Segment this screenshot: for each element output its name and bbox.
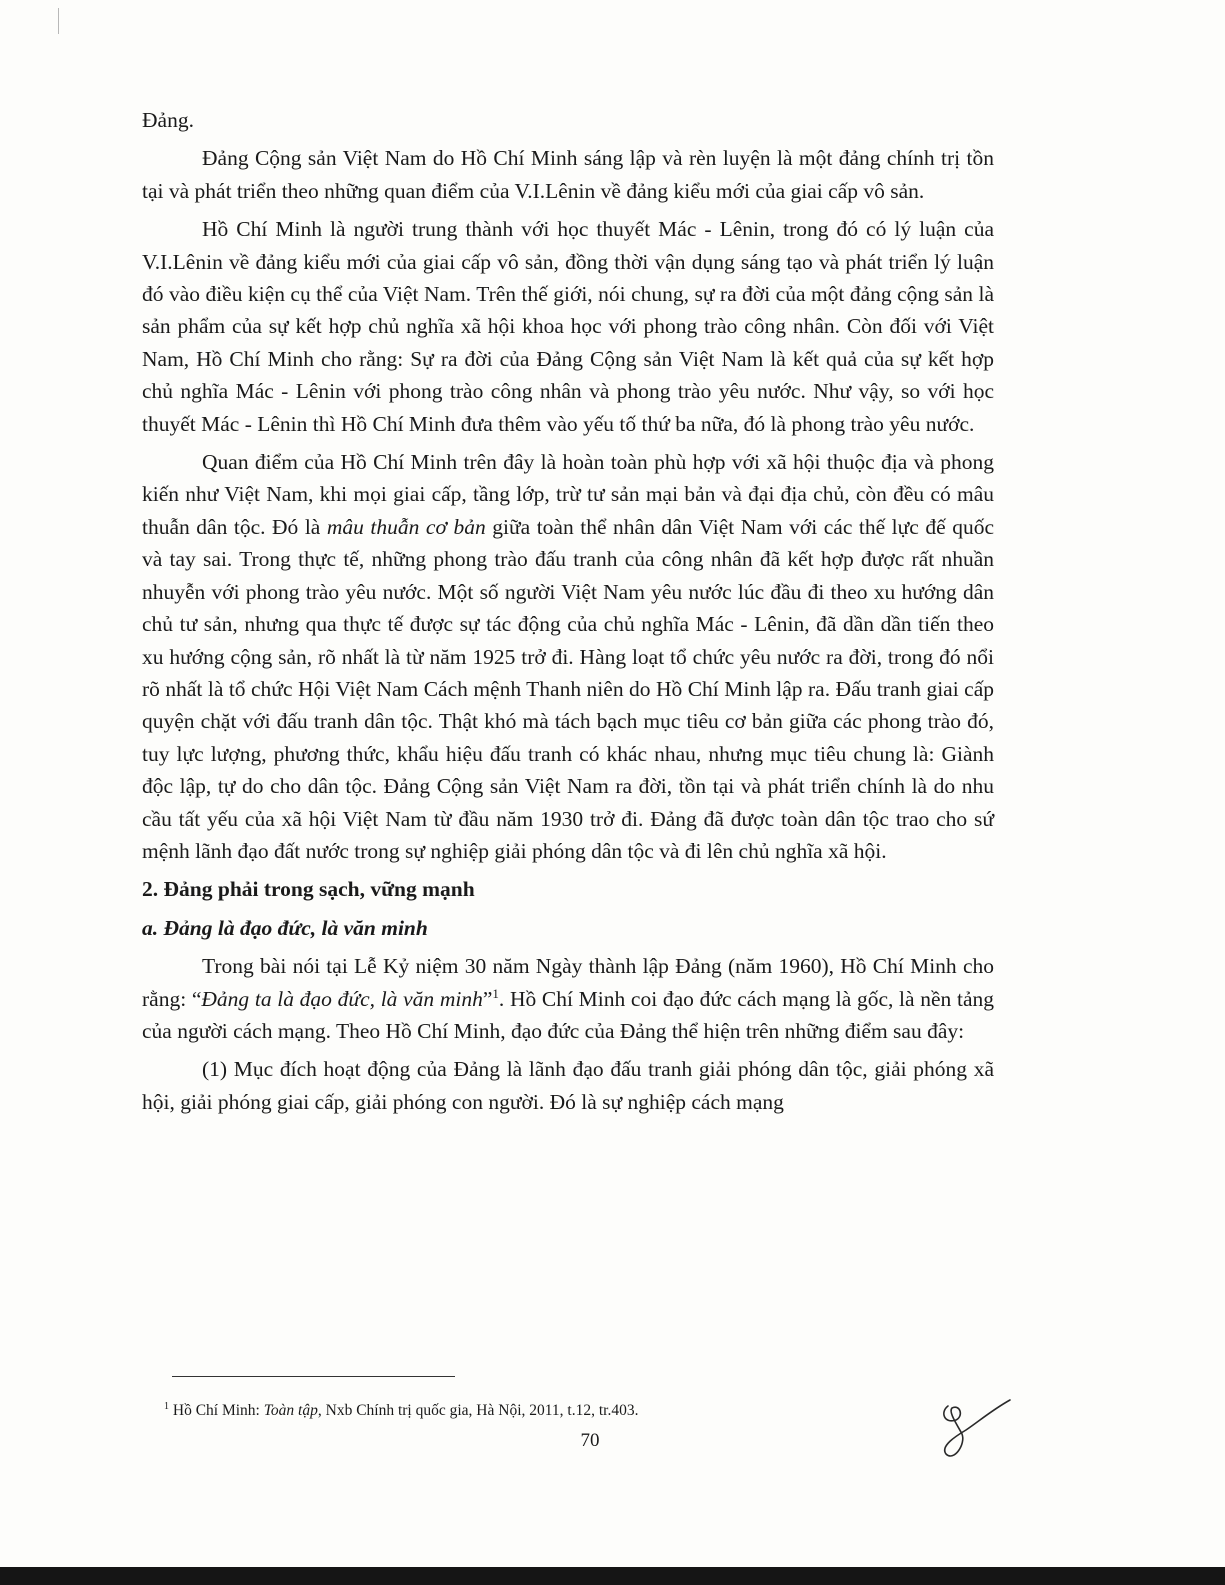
quote-text: Đảng ta là đạo đức, là văn minh bbox=[201, 986, 483, 1011]
paragraph-marxism-leninism: Hồ Chí Minh là người trung thành với học thuyết Mác - Lênin, trong đó có lý luận của V.I.Lênin về đảng kiểu mới của giai cấp vô sản, đồng thời vận dụng sáng tạo và phát triển lý luận đó vào điều kiện cụ thể của Việt Nam. Trên thế giới, nói chung, sự ra đời của một đảng cộng sản là sản phẩm của sự kết hợp chủ nghĩa xã hội khoa học với phong trào công nhân. Còn đối với Việt Nam, Hồ Chí Minh cho rằng: Sự ra đời của Đảng Cộng sản Việt Nam là kết quả của sự kết hợp chủ nghĩa Mác - Lênin với phong trào công nhân và phong trào yêu nước. Như vậy, so với học thuyết Mác - Lênin thì Hồ Chí Minh đưa thêm vào yếu tố thứ ba nữa, đó là phong trào yêu nước. bbox=[142, 217, 994, 436]
subsection-heading: a. Đảng là đạo đức, là văn minh bbox=[142, 915, 428, 940]
footnote-details: , Nxb Chính trị quốc gia, Hà Nội, 2011, t.12, tr.403. bbox=[317, 1402, 639, 1419]
footnote-reference: 1 bbox=[492, 985, 499, 1001]
paragraph-continuation: Đảng. bbox=[142, 108, 194, 132]
paragraph-text: giữa toàn thể nhân dân Việt Nam với các thế lực đế quốc và tay sai. Trong thực tế, những phong trào đấu tranh của công nhân đã kết hợp được rất nhuần nhuyễn với phong trào yêu nước. Một số người Việt Nam yêu nước lúc đầu đi theo xu hướng dân chủ tư sản, nhưng qua thực tế được sự tác động của chủ nghĩa Mác - Lênin, đã dần dần tiến theo xu hướng cộng sản, rõ nhất là từ năm 1925 trở đi. Hàng loạt tổ chức yêu nước ra đời, trong đó nổi rõ nhất là tổ chức Hội Việt Nam Cách mệnh Thanh niên do Hồ Chí Minh lập ra. Đấu tranh giai cấp quyện chặt với đấu tranh dân tộc. Thật khó mà tách bạch mục tiêu cơ bản giữa các phong trào đó, tuy lực lượng, phương thức, khẩu hiệu đấu tranh có khác nhau, nhưng mục tiêu chung là: Giành độc lập, tự do cho dân tộc. Đảng Cộng sản Việt Nam ra đời, tồn tại và phát triển chính là do nhu cầu tất yếu của xã hội Việt Nam từ đầu năm 1930 trở đi. Đảng đã được toàn dân tộc trao cho sứ mệnh lãnh đạo đất nước trong sự nghiệp giải phóng dân tộc và đi lên chủ nghĩa xã hội. bbox=[142, 514, 994, 863]
footnote-marker: 1 bbox=[164, 1400, 169, 1412]
paragraph-party-founding: Đảng Cộng sản Việt Nam do Hồ Chí Minh sáng lập và rèn luyện là một đảng chính trị tồn tại và phát triển theo những quan điểm của V.I.Lênin về đảng kiểu mới của giai cấp vô sản. bbox=[142, 146, 994, 203]
page-number: 70 bbox=[580, 1430, 600, 1451]
paragraph-text: . Hồ Chí Minh coi đạo đức cách mạng là gốc, là nền tảng của người cách mạng. Theo Hồ Chí Minh, đạo đức của Đảng thể hiện trên những điểm sau đây: bbox=[142, 986, 995, 1043]
scan-bottom-edge bbox=[0, 1567, 1225, 1585]
footnote-author: Hồ Chí Minh: bbox=[172, 1402, 264, 1419]
section-heading: 2. Đảng phải trong sạch, vững mạnh bbox=[142, 877, 475, 902]
paragraph-text: Quan điểm của Hồ Chí Minh trên đây là hoàn toàn phù hợp với xã hội thuộc địa và phong kiến như Việt Nam, khi mọi giai cấp, tầng lớp, trừ tư sản mại bản và đại địa chủ, còn đều có mâu thuẫn dân tộc. Đó là bbox=[142, 450, 994, 539]
paragraph-morality bbox=[142, 950, 994, 1047]
scan-edge-mark bbox=[58, 8, 59, 34]
paragraph-text: Trong bài nói tại Lễ Kỷ niệm 30 năm Ngày thành lập Đảng (năm 1960), Hồ Chí Minh cho rằng: “ bbox=[142, 954, 994, 1011]
quote-close: ” bbox=[482, 986, 493, 1011]
paragraph-colonial-society bbox=[142, 446, 994, 867]
footnote-divider bbox=[172, 1376, 455, 1377]
paragraph-party-purpose: (1) Mục đích hoạt động của Đảng là lãnh đạo đấu tranh giải phóng dân tộc, giải phóng xã hội, giải phóng giai cấp, giải phóng con người. Đó là sự nghiệp cách mạng bbox=[142, 1057, 994, 1114]
emphasis-text: mâu thuẫn cơ bản bbox=[326, 514, 486, 539]
footnote-title: Toàn tập bbox=[263, 1402, 318, 1419]
footnote bbox=[164, 1401, 638, 1421]
page-body bbox=[142, 104, 994, 1124]
handwritten-initial-signature bbox=[930, 1390, 1020, 1470]
